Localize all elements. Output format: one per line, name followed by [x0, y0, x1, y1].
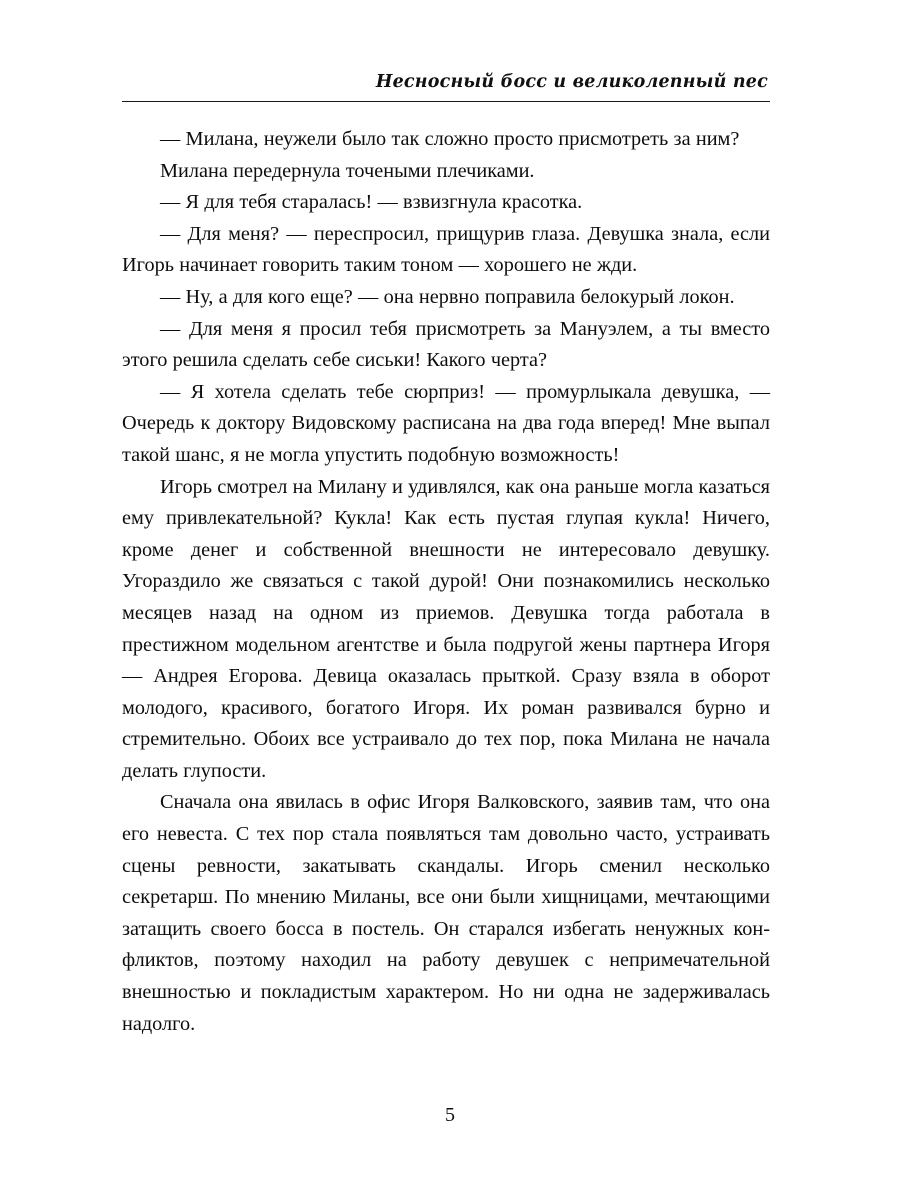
paragraph: — Ну, а для кого еще? — она нервно поправила белокурый локон. [160, 285, 735, 308]
paragraph: — Я хотела сделать тебе сюрприз! — промурлыкала девушка, — Очередь к доктору Видовскому расписана на два года вперед! Мне выпал такой шанс, я не могла упустить подобную возможность! [122, 380, 770, 466]
page-content [122, 72, 770, 1040]
paragraph: — Для меня? — переспросил, прищурив глаза. Девушка знала, если Игорь начинает говорить таким тоном — хорошего не жди. [122, 222, 770, 277]
running-head: Несносный босс и великолепный пес [375, 72, 768, 92]
header-divider [122, 101, 770, 102]
paragraph: Милана передернула точеными плечиками. [160, 159, 535, 182]
page-number: 5 [445, 1104, 455, 1126]
paragraph: — Милана, неужели было так сложно просто присмотреть за ним? [160, 128, 740, 150]
paragraph: — Я для тебя старалась! — взвизгнула красотка. [160, 191, 583, 214]
paragraph: Игорь смотрел на Милану и удивлялся, как она раньше могла казаться ему привлекательной? Кукла! Как есть пустая глупая кукла! Ничего, кроме денег и собственной внешности не интересовало девушку. Угораздило же связаться с такой дурой! Они познакомились несколько месяцев назад на одном из приемов. Девушка тогда работала в престижном модельном агентстве и была подругой жены партнера Игоря — Андрея Егорова. Девица оказалась прыткой. Сразу взяла в оборот молодого, красивого, богатого Игоря. Их роман развивался бурно и стремительно. Обоих все устраивало до тех пор, пока Милана не начала делать глупости. [122, 475, 770, 782]
paragraph: — Для меня я просил тебя присмотреть за Мануэлем, а ты вместо этого решила сделать себе сиськи! Какого черта? [122, 317, 770, 372]
body-text [122, 124, 770, 1040]
paragraph: Сначала она явилась в офис Игоря Валковского, заявив там, что она его невеста. С тех пор стала появляться там довольно часто, устраивать сцены ревности, закатывать скандалы. Игорь сменил несколько секретарш. По мнению Миланы, все они были хищницами, мечтающими затащить своего босса в постель. Он старался избегать ненужных конфликтов, поэтому находил на работу девушек с непримечательной внешностью и покладистым характером. Но ни одна не задерживалась надолго. [122, 791, 770, 1035]
